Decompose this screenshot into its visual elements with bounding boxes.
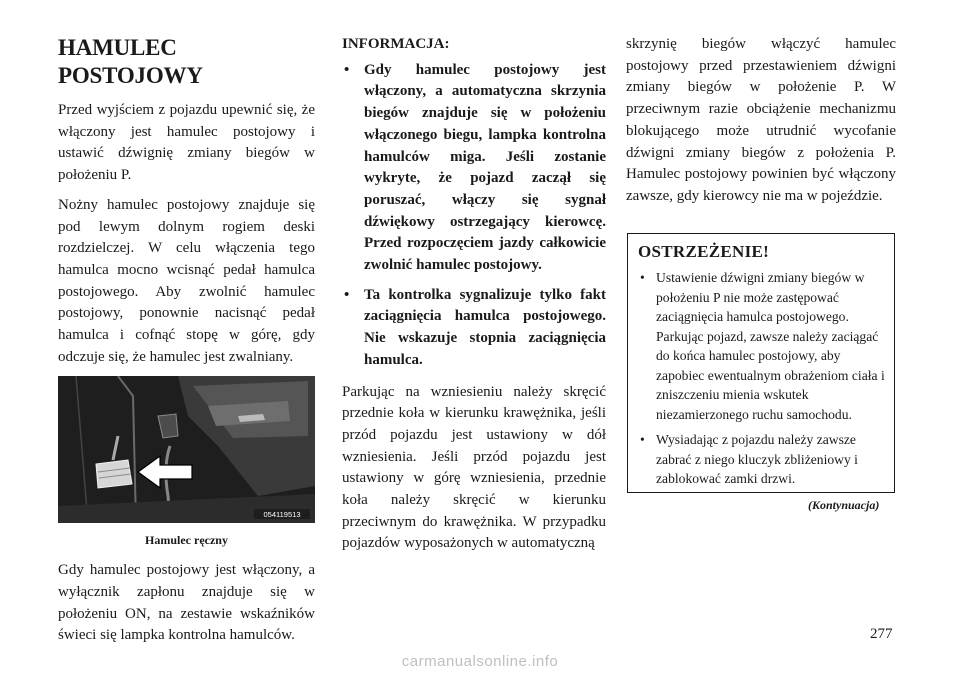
warning-list xyxy=(638,268,886,489)
section-title: HAMULEC POSTOJOWY xyxy=(58,35,203,88)
parking-brake-illustration xyxy=(58,376,315,523)
figure-caption: Hamulec ręczny xyxy=(145,533,228,548)
info-list xyxy=(342,60,606,372)
paragraph-pedal-location: Nożny hamulec postojowy znajduje się pod lewym dolnym rogiem deski rozdzielczej. W celu włączenia tego hamulca mocno wcisnąć pedał hamulca postojowego. Aby zwolnić hamulec postojowy, ponownie nacisnąć pedał hamulca i cofnąć stopę w górę, gdy odczuje się, że hamulec jest zwalniany. xyxy=(58,196,315,365)
page-number: 277 xyxy=(870,626,893,642)
paragraph-intro: Przed wyjściem z pojazdu upewnić się, że włączony jest hamulec postojowy i ustawić dźwignię zmiany biegów w położeniu P. xyxy=(58,102,315,184)
column-left xyxy=(58,34,315,655)
info-item: • Ta kontrolka sygnalizuje tylko fakt zaciągnięcia hamulca postojowego. Nie wskazuje stopnia zaciągnięcia hamulca. xyxy=(342,285,606,372)
paragraph-automatic-transmission: skrzynię biegów włączyć hamulec postojowy przed przestawieniem dźwigni zmiany biegów w położenie P. W przeciwnym razie obciążenie mechanizmu blokującego może utrudnić wycofanie dźwigni zmiany biegów z położenia P. Hamulec postojowy powinien być włączony zawsze, gdy kierowcy nie ma w pojeździe. xyxy=(626,36,896,204)
continuation-note: (Kontynuacja) xyxy=(808,498,880,512)
watermark: carmanualsonline.info xyxy=(401,653,559,670)
warning-item: • Wysiadając z pojazdu należy zawsze zabrać z niego kluczyk zbliżeniowy i zablokować zamki drzwi. xyxy=(638,430,886,489)
parking-brake-figure xyxy=(58,376,315,523)
warning-item: • Ustawienie dźwigni zmiany biegów w położeniu P nie może zastępować zaciągnięcia hamulca postojowego. Parkując pojazd, zawsze należy zaciągać do końca hamulec postojowy, aby zapobiec ewentualnym obrażeniom ciała i zniszczeniu mienia wskutek niezamierzonego ruchu samochodu. xyxy=(638,268,886,424)
paragraph-hill-parking: Parkując na wzniesieniu należy skręcić przednie koła w kierunku krawężnika, jeśli przód pojazdu jest ustawiony w dół wzniesienia. Jeśli przód pojazdu jest ustawiony w górę wzniesienia, przednie koła należy skręcić w kierunku przeciwnym do krawężnika. W przypadku pojazdów wyposażonych w automatyczną xyxy=(342,383,606,552)
info-heading: INFORMACJA: xyxy=(342,36,450,52)
warning-box xyxy=(627,233,895,493)
figure-code: 054119513 xyxy=(263,510,301,520)
info-item: • Gdy hamulec postojowy jest włączony, a automatyczna skrzynia biegów znajduje się w położeniu włączonego biegu, lampka kontrolna hamulców miga. Jeśli zostanie wykryte, że pojazd zaczął się poruszać, włączy się sygnał dźwiękowy ostrzegający kierowcę. Przed rozpoczęciem jazdy całkowicie zwolnić hamulec postojowy. xyxy=(342,60,606,277)
column-right xyxy=(626,34,896,216)
warning-title: OSTRZEŻENIE! xyxy=(638,242,770,261)
column-middle xyxy=(342,34,606,563)
paragraph-indicator: Gdy hamulec postojowy jest włączony, a wyłącznik zapłonu znajduje się w położeniu ON, na zestawie wskaźników świeci się lampka kontrolna hamulców. xyxy=(58,562,315,644)
